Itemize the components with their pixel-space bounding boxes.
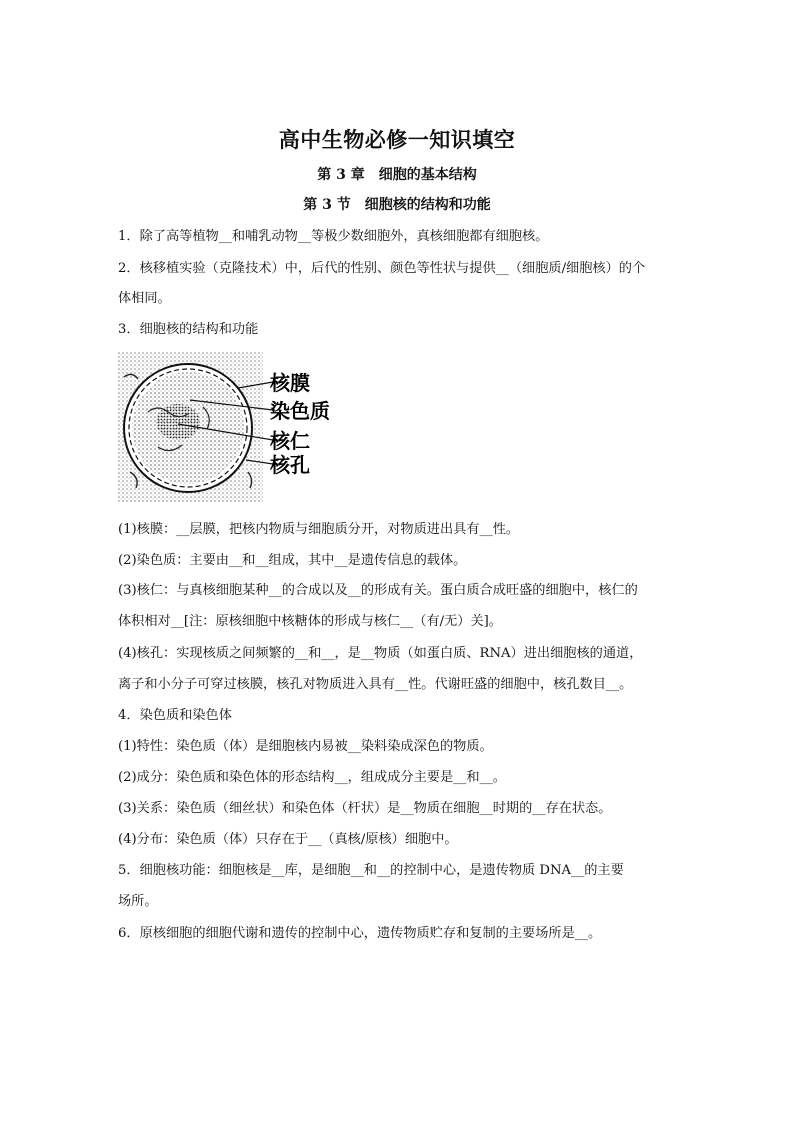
- section-heading: 第 3 节 细胞核的结构和功能: [303, 197, 491, 213]
- text-line-nucleolus-cont: 体积相对__[注：原核细胞中核糖体的形成与核仁__（有/无）关]。: [118, 614, 502, 629]
- text-line-pore: (4)核孔：实现核质之间频繁的__和__，是__物质（如蛋白质、RNA）进出细胞核的通道，: [118, 646, 643, 661]
- text-line-relation: (3)关系：染色质（细丝状）和染色体（杆状）是__物质在细胞__时期的__存在状态。: [118, 801, 612, 816]
- text-line-property: (1)特性：染色质（体）是细胞核内易被__染料染成深色的物质。: [118, 739, 493, 754]
- text-line-pore-cont: 离子和小分子可穿过核膜，核孔对物质进入具有__性。代谢旺盛的细胞中，核孔数目__。: [118, 677, 633, 692]
- nucleus-diagram: [118, 352, 348, 502]
- nucleus-diagram-svg: [118, 352, 348, 502]
- label-nucleolus: 核仁: [270, 429, 310, 453]
- label-nuclear-membrane: 核膜: [270, 371, 310, 395]
- text-line-q6: 6．原核细胞的细胞代谢和遗传的控制中心，遗传物质贮存和复制的主要场所是__。: [118, 926, 602, 941]
- text-line-membrane: (1)核膜：__层膜，把核内物质与细胞质分开，对物质进出具有__性。: [118, 522, 520, 537]
- text-line-nucleolus: (3)核仁：与真核细胞某种__的合成以及__的形成有关。蛋白质合成旺盛的细胞中，核仁的: [118, 583, 638, 598]
- text-line-chromatin: (2)染色质：主要由__和__组成，其中__是遗传信息的载体。: [118, 553, 467, 568]
- text-line-q2: 2．核移植实验（克隆技术）中，后代的性别、颜色等性状与提供__（细胞质/细胞核）的个: [118, 261, 646, 276]
- text-line-q1: 1．除了高等植物__和哺乳动物__等极少数细胞外，真核细胞都有细胞核。: [118, 229, 549, 244]
- page-title: 高中生物必修一知识填空: [278, 127, 516, 152]
- text-line-distribution: (4)分布：染色质（体）只存在于__（真核/原核）细胞中。: [118, 832, 458, 847]
- text-line-q4: 4．染色质和染色体: [118, 708, 232, 723]
- text-line-q3: 3．细胞核的结构和功能: [118, 322, 259, 337]
- text-line-q2-cont: 体相同。: [118, 291, 171, 306]
- label-nuclear-pore: 核孔: [270, 453, 310, 477]
- chapter-heading: 第 3 章 细胞的基本结构: [317, 167, 477, 183]
- label-chromatin: 染色质: [270, 399, 330, 423]
- text-line-composition: (2)成分：染色质和染色体的形态结构__，组成成分主要是__和__。: [118, 770, 506, 785]
- text-line-q5-cont: 场所。: [118, 894, 158, 909]
- text-line-q5: 5．细胞核功能：细胞核是__库，是细胞__和__的控制中心，是遗传物质 DNA__的主要: [118, 863, 624, 878]
